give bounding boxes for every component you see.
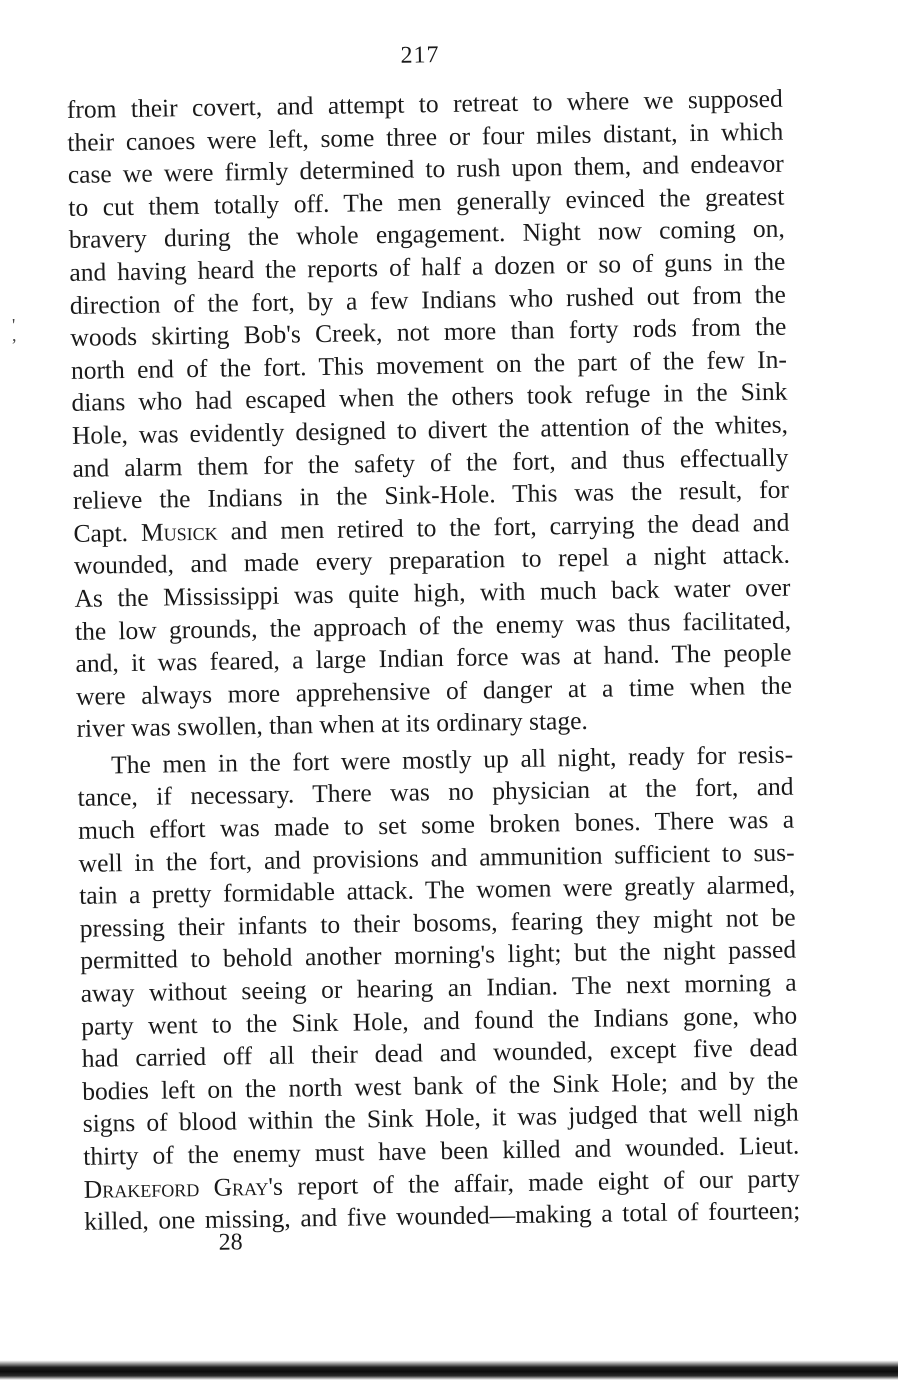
text-line: The men in the fort were mostly up all night, ready for resis- (77, 738, 793, 782)
text-line: and having heard the reports of half a dozen or so of guns in the (69, 246, 785, 290)
text-line: woods skirting Bob's Creek, not more than forty rods from the (70, 311, 786, 355)
text-line: had carried off all their dead and wounded, except five dead (82, 1032, 798, 1076)
text-line: and alarm them for the safety of the fort, and thus effectually (72, 441, 788, 485)
person-name-drakeford-gray: Drakeford Gray (84, 1172, 269, 1204)
text-line: their canoes were left, some three or four miles distant, in which (67, 115, 783, 159)
page-bottom-edge (0, 1352, 898, 1380)
line-rest: and men retired to the fort, carrying the dead and (217, 507, 789, 545)
text-line: tain a pretty formidable attack. The women were greatly alarmed, (79, 869, 795, 913)
text-line: away without seeing or hearing an Indian. The next morning a (80, 967, 796, 1011)
text-line: dians who had escaped when the others took refuge in the Sink (71, 376, 787, 420)
text-line: killed, one missing, and five wounded—making a total of fourteen; (84, 1195, 800, 1239)
body-text (67, 83, 801, 1239)
page-number: 217 (0, 36, 850, 77)
text-line: As the Mississippi was quite high, with much back water over (74, 572, 790, 616)
text-line: relieve the Indians in the Sink-Hole. This was the result, for (73, 474, 789, 518)
text-line: and, it was feared, a large Indian force was at hand. The people (75, 637, 791, 681)
margin-mark: ' , (12, 320, 17, 340)
text-line: to cut them totally off. The men generally evinced the greatest (68, 180, 784, 224)
text-line: river was swollen, than when at its ordinary stage. (76, 702, 792, 746)
text-line: signs of blood within the Sink Hole, it was judged that well nigh (83, 1097, 799, 1141)
text-line: well in the fort, and provisions and ammunition sufficient to sus- (78, 836, 794, 880)
text-line: case we were firmly determined to rush upon them, and endeavor (68, 148, 784, 192)
line-rest: 's report of the affair, made eight of our party (268, 1163, 800, 1200)
text-line: were always more apprehensive of danger at a time when the (76, 669, 792, 713)
text-line: wounded, and made every preparation to repel a night attack. (74, 539, 790, 583)
text-line: much effort was made to set some broken bones. There was a (78, 804, 794, 848)
text-line: permitted to behold another morning's light; but the night passed (80, 934, 796, 978)
text-line: Hole, was evidently designed to divert the attention of the whites, (72, 409, 788, 453)
text-line: bodies left on the north west bank of the Sink Hole; and by the (82, 1064, 798, 1108)
person-name-musick: Musick (141, 516, 218, 546)
text-line: bravery during the whole engagement. Night now coming on, (69, 213, 785, 257)
text-line: direction of the fort, by a few Indians who rushed out from the (70, 278, 786, 322)
text-line: from their covert, and attempt to retreat to where we supposed (67, 83, 783, 127)
text-line: pressing their infants to their bosoms, fearing they might not be (79, 901, 795, 945)
text-line: north end of the fort. This movement on the part of the few In- (71, 343, 787, 387)
text-line: tance, if necessary. There was no physician at the fort, and (77, 771, 793, 815)
text-line: thirty of the enemy must have been killed and wounded. Lieut. (83, 1130, 799, 1174)
line-start: Capt. (73, 518, 141, 548)
text-line: party went to the Sink Hole, and found the Indians gone, who (81, 999, 797, 1043)
text-line: the low grounds, the approach of the enemy was thus facilitated, (75, 604, 791, 648)
signature-mark: 28 (218, 1229, 242, 1256)
